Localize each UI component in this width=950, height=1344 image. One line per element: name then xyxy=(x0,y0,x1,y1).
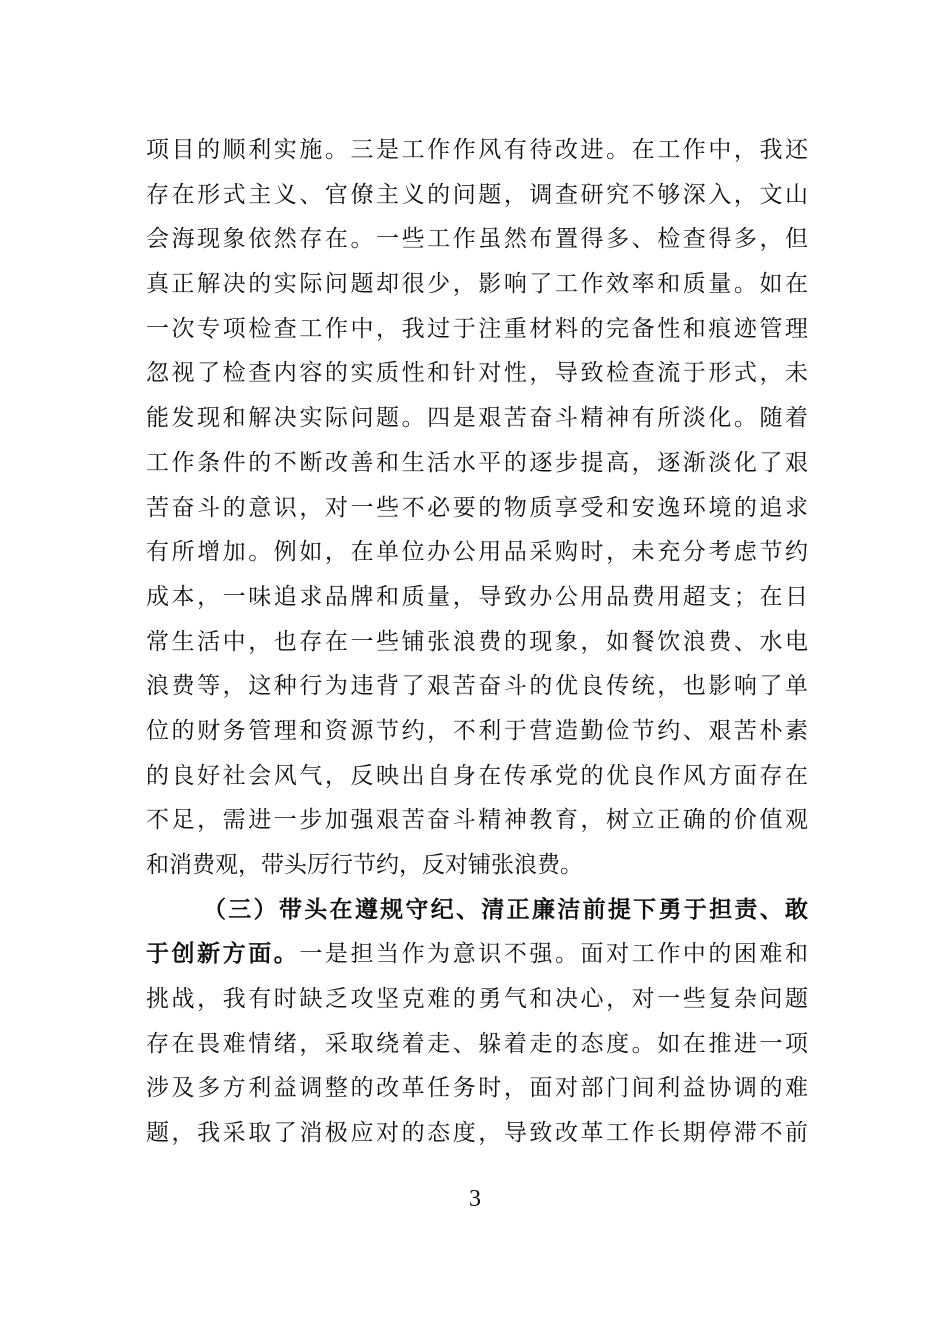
text-line: 成本，一味追求品牌和质量，导致办公用品费用超支；在日 xyxy=(146,583,808,610)
text-line: 工作条件的不断改善和生活水平的逐步提高，逐渐淡化了艰 xyxy=(146,449,808,476)
section-heading-end: 于创新方面。 xyxy=(146,940,300,968)
text-line: 涉及多方利益调整的改革任务时，面对部门间利益协调的难 xyxy=(146,1075,808,1102)
text-line: 存在畏难情绪，采取绕着走、躲着走的态度。如在推进一项 xyxy=(146,1030,808,1057)
text-line: 存在形式主义、官僚主义的问题，调查研究不够深入，文山 xyxy=(146,181,808,208)
text-line: 的良好社会风气，反映出自身在传承党的优良作风方面存在 xyxy=(146,762,808,789)
text-run: 一是担当作为意识不强。面对工作中的困难和 xyxy=(299,941,808,968)
text-line: 位的财务管理和资源节约，不利于营造勤俭节约、艰苦朴素 xyxy=(146,717,808,744)
text-line: 不足，需进一步加强艰苦奋斗精神教育，树立正确的价值观 xyxy=(146,807,808,834)
body-text xyxy=(146,128,808,1156)
text-line: 会海现象依然存在。一些工作虽然布置得多、检查得多，但 xyxy=(146,226,808,253)
text-line: 浪费等，这种行为违背了艰苦奋斗的优良传统，也影响了单 xyxy=(146,673,808,700)
text-line: 一次专项检查工作中，我过于注重材料的完备性和痕迹管理 xyxy=(146,315,808,342)
text-line: 和消费观，带头厉行节约，反对铺张浪费。 xyxy=(146,852,583,878)
text-line: 挑战，我有时缺乏攻坚克难的勇气和决心，对一些复杂问题 xyxy=(146,986,808,1013)
text-line xyxy=(146,932,808,977)
page-number: 3 xyxy=(469,1186,481,1212)
text-line: 能发现和解决实际问题。四是艰苦奋斗精神有所淡化。随着 xyxy=(146,405,808,432)
section-heading: （三）带头在遵规守纪、清正廉洁前提下勇于担责、敢 xyxy=(203,895,808,923)
text-line: 题，我采取了消极应对的态度，导致改革工作长期停滞不前 xyxy=(146,1120,808,1147)
text-line: 苦奋斗的意识，对一些不必要的物质享受和安逸环境的追求 xyxy=(146,494,808,521)
text-line: 常生活中，也存在一些铺张浪费的现象，如餐饮浪费、水电 xyxy=(146,628,808,655)
text-line: 真正解决的实际问题却很少，影响了工作效率和质量。如在 xyxy=(146,271,808,298)
text-line: 有所增加。例如，在单位办公用品采购时，未充分考虑节约 xyxy=(146,539,808,566)
text-line: 项目的顺利实施。三是工作作风有待改进。在工作中，我还 xyxy=(146,137,808,163)
text-line: 忽视了检查内容的实质性和针对性，导致检查流于形式，未 xyxy=(146,360,808,387)
